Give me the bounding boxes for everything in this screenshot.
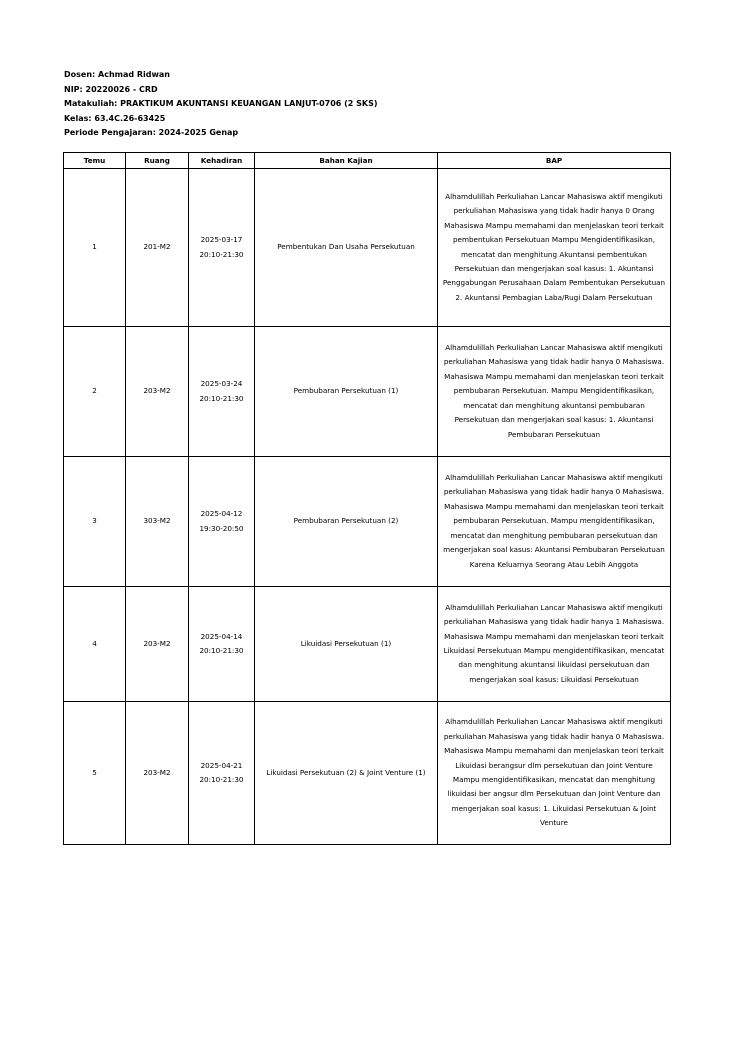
attendance-date: 2025-03-17 [200,235,243,245]
column-header-bap: BAP [438,153,671,169]
cell-ruang: 303-M2 [126,457,189,587]
column-header-temu: Temu [64,153,126,169]
cell-temu: 1 [64,169,126,327]
cell-bap: Alhamdulillah Perkuliahan Lancar Mahasiswa aktif mengikuti perkuliahan Mahasiswa yang tidak hadir hanya 0 Mahasiswa. Mahasiswa Mampu memahami dan menjelaskan teori terkait pembubaran Persekutuan. Mampu Mengidentifikasikan, mencatat dan menghitung akuntansi pembubaran Persekutuan dan mengerjakan soal kasus: 1. Akuntansi Pembubaran Persekutuan [438,327,671,457]
cell-bahan-kajian: Likuidasi Persekutuan (1) [255,587,438,702]
cell-ruang: 201-M2 [126,169,189,327]
attendance-time: 20:10-21:30 [199,646,244,655]
cell-bap: Alhamdulillah Perkuliahan Lancar Mahasiswa aktif mengikuti perkuliahan Mahasiswa yang tidak hadir hanya 0 Orang Mahasiswa Mampu memahami dan menjelaskan teori terkait pembentukan Persekutuan Mampu Mengidentifikasikan, mencatat dan menghitung Akuntansi pembentukan Persekutuan dan mengerjakan soal kasus: 1. Akuntansi Penggabungan Perusahaan Dalam Pembentukan Persekutuan 2. Akuntansi Pembagian Laba/Rugi Dalam Persekutuan [438,169,671,327]
cell-temu: 5 [64,702,126,845]
table-row [64,702,671,845]
cell-bahan-kajian: Pembubaran Persekutuan (1) [255,327,438,457]
cell-bap: Alhamdulillah Perkuliahan Lancar Mahasiswa aktif mengikuti perkuliahan Mahasiswa yang tidak hadir hanya 1 Mahasiswa. Mahasiswa Mampu memahami dan menjelaskan teori terkait Likuidasi Persekutuan Mampu mengidentifikasikan, mencatat dan menghitung akuntansi likuidasi persekutuan dan mengerjakan soal kasus: Likuidasi Persekutuan [438,587,671,702]
column-header-kehadiran: Kehadiran [189,153,255,169]
cell-bahan-kajian: Pembentukan Dan Usaha Persekutuan [255,169,438,327]
column-header-bahan-kajian: Bahan Kajian [255,153,438,169]
cell-ruang: 203-M2 [126,702,189,845]
table-row [64,327,671,457]
cell-bahan-kajian: Likuidasi Persekutuan (2) & Joint Venture (1) [255,702,438,845]
cell-bap: Alhamdulillah Perkuliahan Lancar Mahasiswa aktif mengikuti perkuliahan Mahasiswa yang tidak hadir hanya 0 Mahasiswa. Mahasiswa Mampu memahami dan menjelaskan teori terkait Likuidasi berangsur dlm persekutuan dan Joint Venture Mampu mengidentifikasikan, mencatat dan menghitung likuidasi ber angsur dlm Persekutuan dan Joint Venture dan mengerjakan soal kasus: 1. Likuidasi Persekutuan & Joint Venture [438,702,671,845]
cell-temu: 3 [64,457,126,587]
table-row [64,587,671,702]
cell-kehadiran [189,587,255,702]
attendance-time: 20:10-21:30 [199,393,244,403]
cell-temu: 4 [64,587,126,702]
cell-kehadiran [189,169,255,327]
lecturer-nip: NIP: 20220026 - CRD [64,84,158,94]
attendance-time: 20:10-21:30 [199,775,244,784]
attendance-date: 2025-04-14 [200,631,243,641]
course-name: Matakuliah: PRAKTIKUM AKUNTANSI KEUANGAN LANJUT-0706 (2 SKS) [64,99,378,108]
document-header [64,68,378,141]
attendance-date: 2025-03-24 [200,379,243,389]
attendance-time: 20:10-21:30 [199,249,244,259]
attendance-date: 2025-04-12 [200,509,243,519]
class-code: Kelas: 63.4C.26-63425 [64,113,166,123]
teaching-period: Periode Pengajaran: 2024-2025 Genap [64,128,239,137]
attendance-date: 2025-04-21 [200,760,243,770]
cell-bap: Alhamdulillah Perkuliahan Lancar Mahasiswa aktif mengikuti perkuliahan Mahasiswa yang tidak hadir hanya 0 Mahasiswa. Mahasiswa Mampu memahami dan menjelaskan teori terkait pembubaran Persekutuan. Mampu mengidentifikasikan, mencatat dan menghitung pembubaran persekutuan dan mengerjakan soal kasus: Akuntansi Pembubaran Persekutuan Karena Keluarnya Seorang Atau Lebih Anggota [438,457,671,587]
cell-ruang: 203-M2 [126,587,189,702]
cell-bahan-kajian: Pembubaran Persekutuan (2) [255,457,438,587]
cell-ruang: 203-M2 [126,327,189,457]
cell-kehadiran [189,327,255,457]
cell-kehadiran [189,457,255,587]
table-row [64,457,671,587]
column-header-ruang: Ruang [126,153,189,169]
cell-kehadiran [189,702,255,845]
lecturer-name: Dosen: Achmad Ridwan [64,70,170,79]
attendance-time: 19:30-20:50 [199,523,244,533]
table-header-row [64,153,671,169]
table-row [64,169,671,327]
attendance-table [63,152,671,845]
cell-temu: 2 [64,327,126,457]
